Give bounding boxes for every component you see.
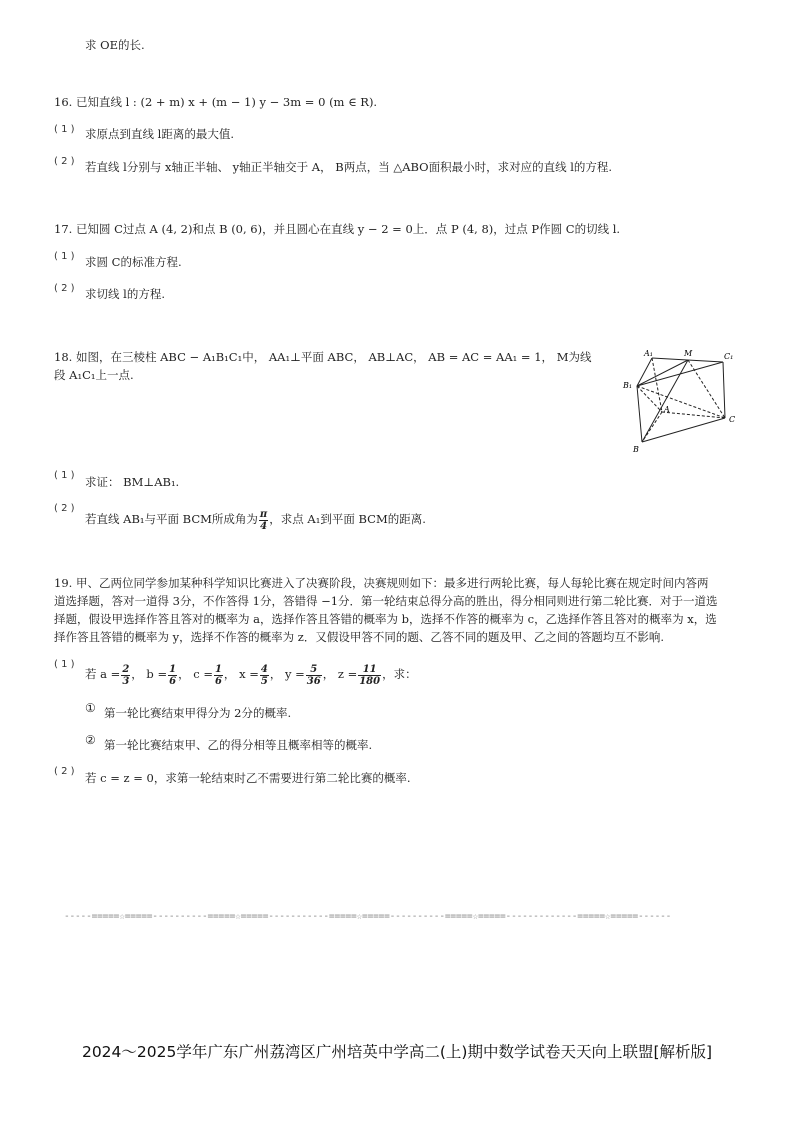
q19-z-label: ， z = <box>322 667 358 681</box>
prism-figure <box>620 346 744 456</box>
q18-part2-before: 若直线 AB₁与平面 BCM所成角为 <box>85 512 258 526</box>
label-a: A <box>664 405 670 414</box>
frac-a <box>121 664 130 687</box>
q18-part2-after: ，求点 A₁到平面 BCM的距离. <box>269 512 426 526</box>
q18-part2-line <box>85 504 426 534</box>
q19-sub2-mark: ② <box>85 733 96 747</box>
q19-part1-number: ( 1 ) <box>54 659 75 670</box>
q17-part1-number: ( 1 ) <box>54 251 75 262</box>
q19-part2-text: 若 c = z = 0，求第一轮结束时乙不需要进行第二轮比赛的概率. <box>85 771 411 785</box>
frac-y-num: 5 <box>306 664 322 676</box>
label-m: M <box>684 349 693 358</box>
frac-x-den: 5 <box>260 675 268 687</box>
frac-b-den: 6 <box>169 675 177 687</box>
q17-part1-text: 求圆 C的标准方程. <box>85 255 182 269</box>
label-b1: B₁ <box>623 381 633 390</box>
q19-c-label: ， c = <box>178 667 213 681</box>
q19-stem-line3: 择题，假设甲选择作答且答对的概率为 a，选择作答且答错的概率为 b，选择不作答的概率为 c，乙选择作答且答对的概率为 x，选 <box>54 612 717 626</box>
q18-stem-line1: 18. 如图，在三棱柱 ABC − A₁B₁C₁中， AA₁⊥平面 ABC， AB⊥AC， AB = AC = AA₁ = 1， M为线 <box>54 350 592 364</box>
frac-c-num: 1 <box>214 663 222 675</box>
frac-a-num: 2 <box>122 663 130 675</box>
q17-part2-number: ( 2 ) <box>54 283 75 294</box>
q15-tail-text: 求 OE的长. <box>85 38 145 52</box>
q19-x-label: ， x = <box>223 667 259 681</box>
q19-stem-line2: 道选择题，答对一道得 3分，不作答得 1分，答错得 −1分．第一轮结束总得分高的胜出，得分相同则进行第二轮比赛．对于一道选 <box>54 594 718 608</box>
q18-part2-number: ( 2 ) <box>54 503 75 514</box>
frac-z-num: 11 <box>358 664 381 676</box>
document-footer-title: 2024～2025学年广东广州荔湾区广州培英中学高二(上)期中数学试卷天天向上联盟[解析版] <box>81 1043 713 1061</box>
q19-stem-line4: 择作答且答错的概率为 y，选择不作答的概率为 z．又假设甲答不同的题、乙答不同的题及甲、乙之间的答题均互不影响. <box>54 630 665 644</box>
q19-sub2-text: 第一轮比赛结束甲、乙的得分相等且概率相等的概率. <box>104 738 373 752</box>
q19-sub1-text: 第一轮比赛结束甲得分为 2分的概率. <box>104 706 292 720</box>
q16-part2-number: ( 2 ) <box>54 156 75 167</box>
q19-a-label: 若 a = <box>85 667 121 681</box>
frac-c <box>214 664 223 687</box>
q16-part1-text: 求原点到直线 l距离的最大值. <box>85 127 234 141</box>
q19-y-label: ， y = <box>269 667 305 681</box>
label-b: B <box>633 445 639 454</box>
q19-part1-line <box>85 661 417 687</box>
q18-part1-number: ( 1 ) <box>54 470 75 481</box>
q16-stem: 16. 已知直线 l : (2 + m) x + (m − 1) y − 3m = 0 (m ∈ R). <box>54 95 378 109</box>
q19-stem-line1: 19. 甲、乙两位同学参加某种科学知识比赛进入了决赛阶段，决赛规则如下：最多进行两轮比赛，每人每轮比赛在规定时间内答两 <box>54 576 709 590</box>
frac-y-den: 36 <box>306 675 321 687</box>
q16-part1-number: ( 1 ) <box>54 124 75 135</box>
q18-stem-line2: 段 A₁C₁上一点. <box>54 368 134 382</box>
frac-z-den: 180 <box>359 675 381 687</box>
frac-c-den: 6 <box>214 675 222 687</box>
label-c1: C₁ <box>724 352 734 361</box>
page-divider: -----=====☆=====----------=====☆=====-----------=====☆=====----------=====☆=====-------------=====☆=====------ <box>64 911 672 922</box>
frac-x <box>260 664 269 687</box>
frac-a-den: 3 <box>122 675 130 687</box>
q18-frac-den: 4 <box>260 520 268 532</box>
q18-frac-num: π <box>259 508 268 520</box>
q19-sub1-mark: ① <box>85 701 96 715</box>
q19-b-label: ， b = <box>131 667 168 681</box>
q17-part2-text: 求切线 l的方程. <box>85 287 165 301</box>
label-c: C <box>729 415 736 424</box>
frac-z <box>358 664 381 687</box>
q16-part2-text: 若直线 l分别与 x轴正半轴、 y轴正半轴交于 A， B两点，当 △ABO面积最小时，求对应的直线 l的方程. <box>85 160 613 174</box>
frac-b <box>168 664 177 687</box>
q19-part1-suffix: ，求： <box>382 667 417 681</box>
q19-part2-number: ( 2 ) <box>54 766 75 777</box>
frac-y <box>306 664 322 687</box>
q18-angle-fraction <box>259 509 268 532</box>
frac-b-num: 1 <box>169 663 177 675</box>
q17-stem: 17. 已知圆 C过点 A (4, 2)和点 B (0, 6)，并且圆心在直线 y − 2 = 0上．点 P (4, 8)，过点 P作圆 C的切线 l. <box>54 222 621 236</box>
frac-x-num: 4 <box>260 663 268 675</box>
label-a1: A₁ <box>644 349 653 358</box>
q18-part1-text: 求证： BM⊥AB₁. <box>85 475 180 489</box>
